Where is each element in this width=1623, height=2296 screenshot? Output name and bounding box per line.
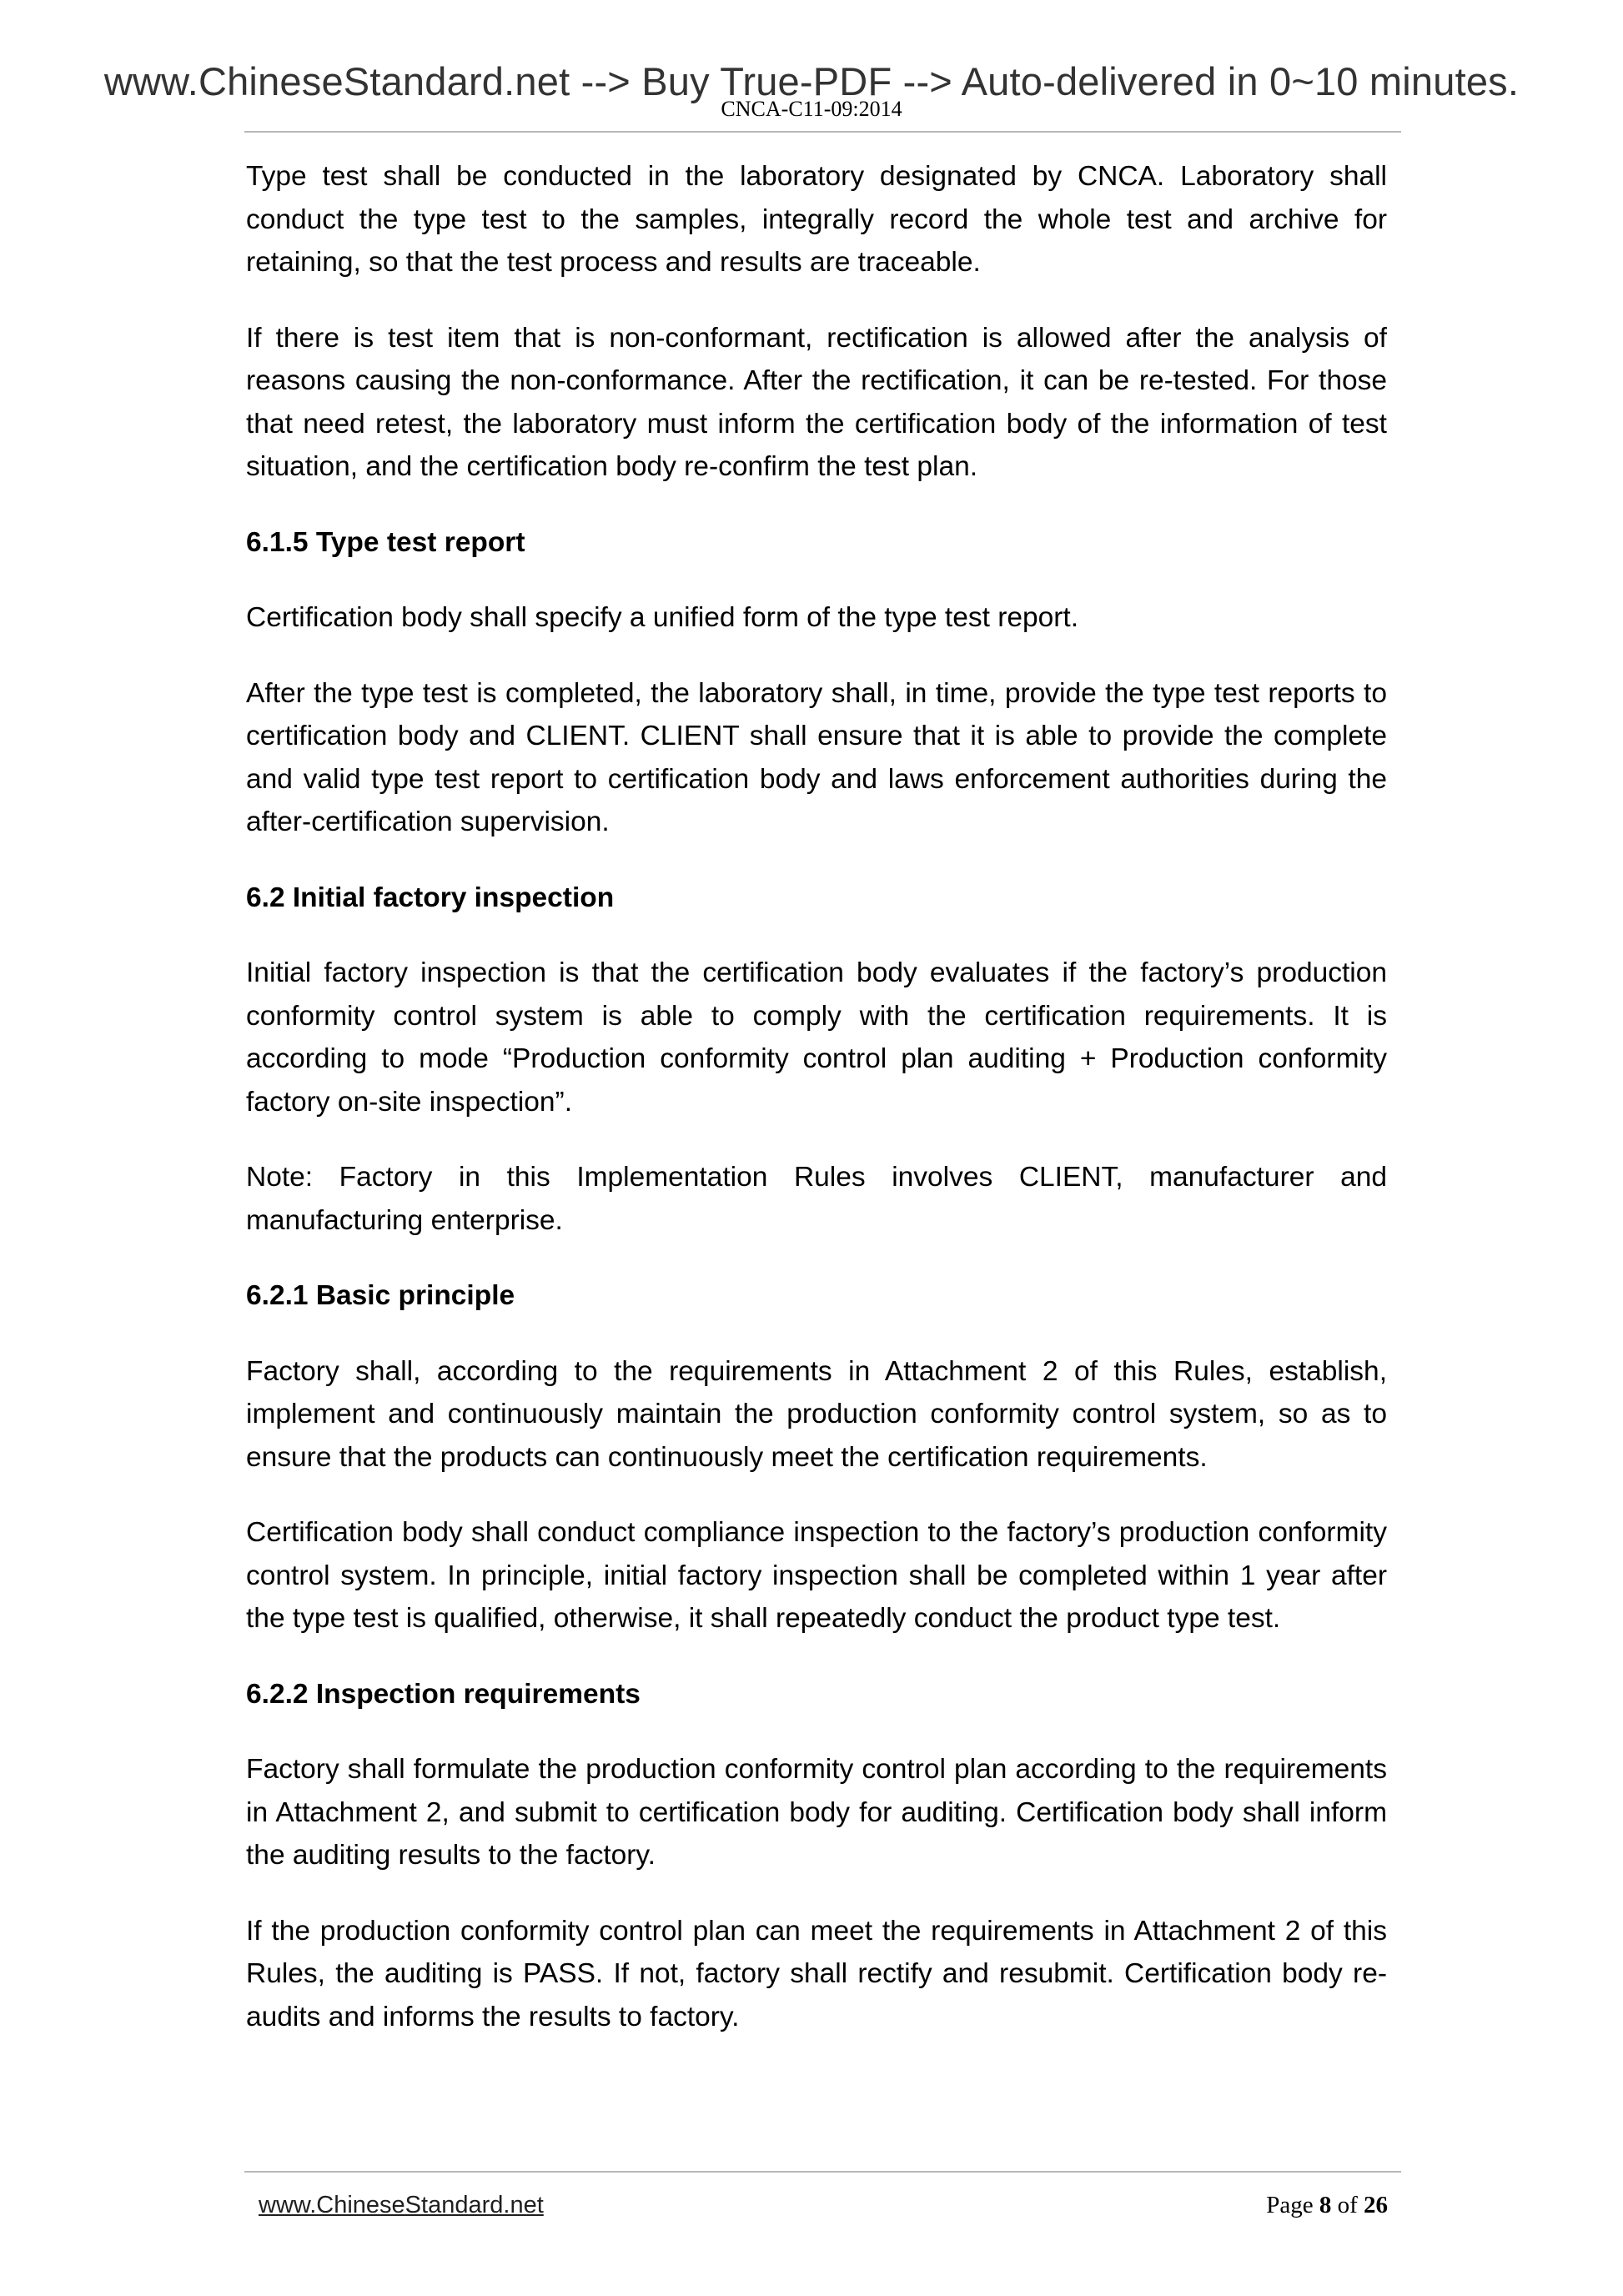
- paragraph-non-conformance: If there is test item that is non-conformant, rectification is allowed after the analysis of reasons causing the non-conformance. After the rectification, it can be re-tested. For those that need retest, the laboratory must inform the certification body of the information of test situation, and the certification body re-confirm the test plan.: [246, 322, 1387, 482]
- paragraph-note-factory: Note: Factory in this Implementation Rules involves CLIENT, manufacturer and manufacturing enterprise.: [246, 1162, 1387, 1236]
- footer-website-link[interactable]: www.ChineseStandard.net: [259, 2192, 544, 2218]
- page-current: 8: [1319, 2192, 1332, 2218]
- paragraph-unified-form: Certification body shall specify a unified form of the type test report.: [246, 602, 1079, 633]
- page-total: 26: [1364, 2192, 1388, 2218]
- paragraph-compliance-inspection: Certification body shall conduct compliance inspection to the factory’s production conformity control system. In principle, initial factory inspection shall be completed within 1 year after the type test is qualified, otherwise, it shall repeatedly conduct the product type test.: [246, 1517, 1387, 1634]
- heading-6-2: 6.2 Initial factory inspection: [246, 882, 615, 913]
- page-number: [1266, 2192, 1388, 2219]
- paragraph-initial-inspection: Initial factory inspection is that the certification body evaluates if the factory’s production conformity control system is able to comply with the certification requirements. It is according to mode “Production conformity control plan auditing + Production conformity factory on-site inspection”.: [246, 957, 1387, 1118]
- document-code: CNCA-C11-09:2014: [721, 97, 902, 121]
- paragraph-type-test-lab: Type test shall be conducted in the laboratory designated by CNCA. Laboratory shall conduct the type test to the samples, integrally record the whole test and archive for retaining, so that the test process and results are traceable.: [246, 161, 1387, 278]
- paragraph-auditing-pass: If the production conformity control plan can meet the requirements in Attachment 2 of this Rules, the auditing is PASS. If not, factory shall rectify and resubmit. Certification body re-audits and informs the results to factory.: [246, 1915, 1387, 2032]
- header-banner[interactable]: www.ChineseStandard.net --> Buy True-PDF --> Auto-delivered in 0~10 minutes.: [103, 59, 1520, 103]
- page-content: [246, 155, 1387, 2071]
- paragraph-report-delivery: After the type test is completed, the laboratory shall, in time, provide the type test reports to certification body and CLIENT. CLIENT shall ensure that it is able to provide the complete and valid type test report to certification body and laws enforcement authorities during the after-certification supervision.: [246, 677, 1387, 837]
- paragraph-factory-establish: Factory shall, according to the requirements in Attachment 2 of this Rules, establish, implement and continuously maintain the production conformity control system, so as to ensure that the products can continuously meet the certification requirements.: [246, 1355, 1387, 1473]
- header-divider: [244, 131, 1401, 133]
- heading-6-2-1: 6.2.1 Basic principle: [246, 1280, 515, 1311]
- heading-6-1-5: 6.1.5 Type test report: [246, 526, 525, 558]
- footer-divider: [244, 2171, 1401, 2173]
- heading-6-2-2: 6.2.2 Inspection requirements: [246, 1678, 641, 1710]
- page-prefix: Page: [1266, 2192, 1319, 2218]
- paragraph-formulate-plan: Factory shall formulate the production conformity control plan according to the requirements in Attachment 2, and submit to certification body for auditing. Certification body shall inform the auditing results to the factory.: [246, 1754, 1387, 1871]
- page-of: of: [1331, 2192, 1364, 2218]
